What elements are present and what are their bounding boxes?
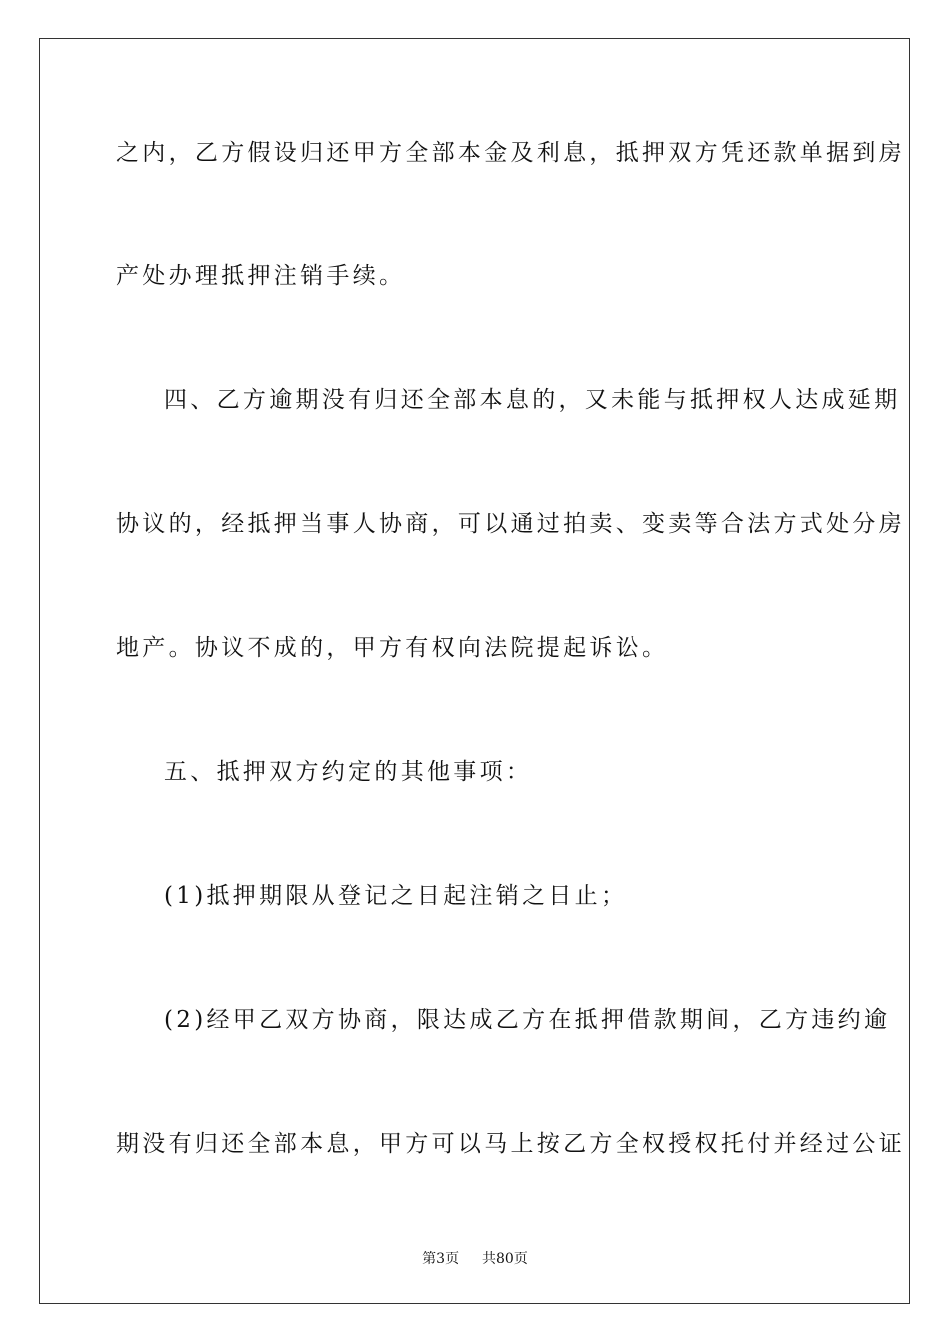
text-line-9: 期没有归还全部本息，甲方可以马上按乙方全权授权托付并经过公证: [116, 1131, 905, 1157]
page-border: [39, 38, 910, 1304]
text-line-5: 地产。协议不成的，甲方有权向法院提起诉讼。: [116, 635, 669, 661]
text-line-2: 产处办理抵押注销手续。: [116, 263, 406, 289]
text-line-1: 之内，乙方假设归还甲方全部本金及利息，抵押双方凭还款单据到房: [116, 140, 905, 166]
text-line-6: 五、抵押双方约定的其他事项：: [164, 759, 533, 785]
text-line-4: 协议的，经抵押当事人协商，可以通过拍卖、变卖等合法方式处分房: [116, 511, 905, 537]
page-footer: [0, 1248, 950, 1268]
text-line-8: (2)经甲乙双方协商，限达成乙方在抵押借款期间，乙方违约逾: [164, 1007, 891, 1033]
page-total: 共80页: [482, 1251, 528, 1267]
text-line-7: (1)抵押期限从登记之日起注销之日止；: [164, 883, 628, 909]
page-number: 第3页: [422, 1251, 460, 1267]
text-line-3: 四、乙方逾期没有归还全部本息的，又未能与抵押权人达成延期: [164, 387, 901, 413]
